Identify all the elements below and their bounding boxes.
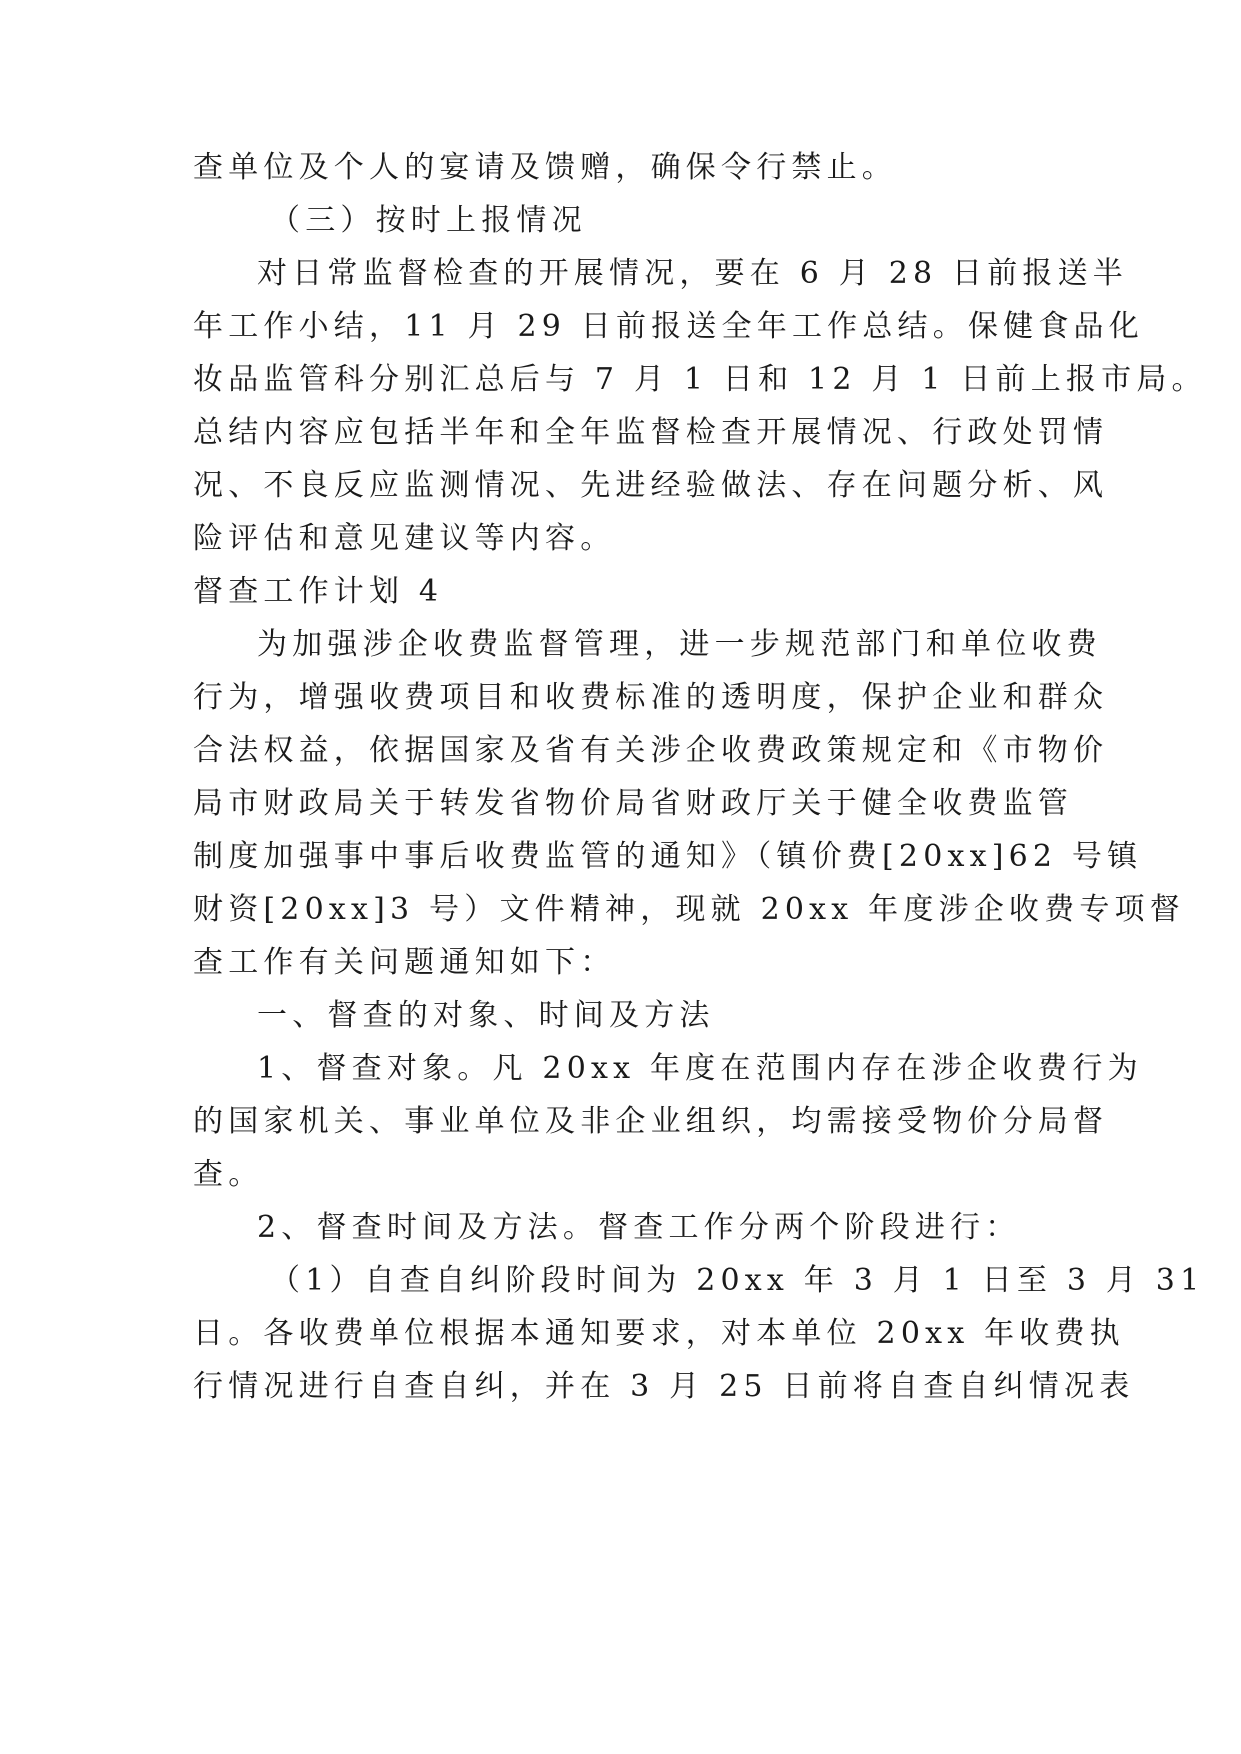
text-line: 制度加强事中事后收费监管的通知》（镇价费[20xx]62 号镇 — [193, 839, 1143, 874]
text-line: 总结内容应包括半年和全年监督检查开展情况、行政处罚情 — [193, 415, 1109, 450]
text-line: 查。 — [193, 1157, 264, 1192]
text-line: 行为，增强收费项目和收费标准的透明度，保护企业和群众 — [193, 680, 1109, 715]
text-line: 的国家机关、事业单位及非企业组织，均需接受物价分局督 — [193, 1104, 1109, 1139]
text-line: 对日常监督检查的开展情况，要在 6 月 28 日前报送半 — [257, 256, 1129, 291]
section-heading: 一、督查的对象、时间及方法 — [257, 998, 715, 1033]
section-heading: （三）按时上报情况 — [270, 203, 587, 238]
text-line: （1）自查自纠阶段时间为 20xx 年 3 月 1 日至 3 月 31 — [270, 1263, 1205, 1298]
text-line: 为加强涉企收费监督管理，进一步规范部门和单位收费 — [257, 627, 1102, 662]
text-line: 2、督查时间及方法。督查工作分两个阶段进行： — [257, 1210, 1021, 1245]
text-line: 局市财政局关于转发省物价局省财政厅关于健全收费监管 — [193, 786, 1073, 821]
text-line: 险评估和意见建议等内容。 — [193, 521, 616, 556]
text-line: 年工作小结，11 月 29 日前报送全年工作总结。保健食品化 — [193, 309, 1144, 344]
text-line: 合法权益，依据国家及省有关涉企收费政策规定和《市物价 — [193, 733, 1109, 768]
text-line: 查单位及个人的宴请及馈赠，确保令行禁止。 — [193, 150, 897, 185]
text-line: 行情况进行自查自纠，并在 3 月 25 日前将自查自纠情况表 — [193, 1369, 1135, 1404]
text-line: 日。各收费单位根据本通知要求，对本单位 20xx 年收费执 — [193, 1316, 1125, 1351]
text-line: 况、不良反应监测情况、先进经验做法、存在问题分析、风 — [193, 468, 1109, 503]
text-line: 1、督查对象。凡 20xx 年度在范围内存在涉企收费行为 — [257, 1051, 1143, 1086]
text-line: 查工作有关问题通知如下： — [193, 945, 616, 980]
plan-title: 督查工作计划 4 — [193, 574, 444, 609]
text-line: 财资[20xx]3 号）文件精神，现就 20xx 年度涉企收费专项督 — [193, 892, 1185, 927]
text-line: 妆品监管科分别汇总后与 7 月 1 日和 12 月 1 日前上报市局。 — [193, 362, 1207, 397]
